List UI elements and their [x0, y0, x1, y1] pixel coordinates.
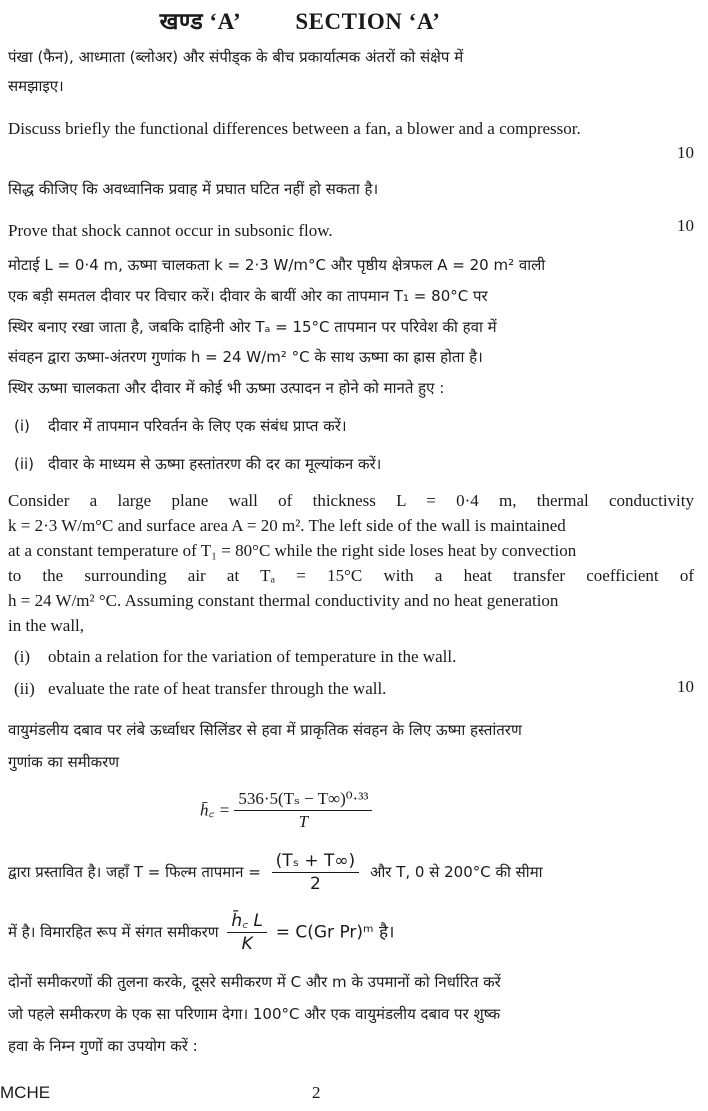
q3-english-line1: Consider a large plane wall of thickness L = 0·4 m, thermal conductivity [8, 491, 694, 510]
q4-line3-tail: और T, 0 से 200°C की सीमा [369, 863, 543, 881]
fraction-numerator: h̄꜀ L [227, 910, 267, 933]
q4-line4-tail: = C(Gr Pr)ᵐ है। [275, 922, 395, 943]
q1-hindi-line2: समझाइए। [8, 77, 64, 95]
page-number: 2 [312, 1083, 321, 1102]
equation-denominator: T [298, 812, 309, 831]
equation-heat-transfer-coefficient [200, 788, 372, 833]
dimensionless-fraction [227, 910, 267, 955]
q3-hindi-line1: मोटाई L = 0·4 m, ऊष्मा चालकता k = 2·3 W/m°C और पृष्ठीय क्षेत्रफल A = 20 m² वाली [8, 256, 546, 274]
q2-hindi: सिद्ध कीजिए कि अवध्वानिक प्रवाह में प्रघात घटित नहीं हो सकता है। [8, 180, 379, 198]
q3-english-line6: in the wall, [8, 616, 85, 635]
q4-hindi-line7: हवा के निम्न गुणों का उपयोग करें : [8, 1037, 198, 1055]
equation-numerator: 536·5(Tₛ − T∞)⁰·³³ [234, 788, 372, 811]
part-text: दीवार में तापमान परिवर्तन के लिए एक संबंध प्राप्त करें। [48, 417, 347, 435]
q4-hindi-line6: जो पहले समीकरण के एक सा परिणाम देगा। 100°C और एक वायुमंडलीय दबाव पर शुष्क [8, 1005, 501, 1023]
q4-hindi-line2: गुणांक का समीकरण [8, 753, 120, 771]
section-heading-english: SECTION ‘A’ [295, 9, 441, 34]
q2-marks: 10 [677, 216, 694, 235]
q4-line4-text: में है। विमारहित रूप में संगत समीकरण [8, 923, 219, 941]
part-number: (i) [14, 647, 31, 666]
q3-hindi-part-ii [14, 450, 694, 479]
paper-code: MCHE [0, 1083, 51, 1102]
equation-fraction [234, 788, 372, 833]
section-heading [0, 4, 600, 36]
q1-marks: 10 [677, 143, 694, 162]
q4-line4 [8, 910, 694, 955]
part-number: (i) [14, 417, 30, 435]
q4-hindi-line5: दोनों समीकरणों की तुलना करके, दूसरे समीकरण में C और m के उपमानों को निर्धारित करें [8, 973, 501, 991]
q4-line3-text: द्वारा प्रस्तावित है। जहाँ T = फिल्म तापमान = [8, 863, 261, 881]
q3-hindi-part-i [14, 412, 694, 441]
q2-english: Prove that shock cannot occur in subsonic flow. [8, 221, 333, 240]
part-number: (ii) [14, 455, 35, 473]
q3-hindi-line3: स्थिर बनाए रखा जाता है, जबकि दाहिनी ओर Tₐ = 15°C तापमान पर परिवेश की हवा में [8, 318, 497, 336]
q3-hindi-line4: संवहन द्वारा ऊष्मा-अंतरण गुणांक h = 24 W/m² °C के साथ ऊष्मा का ह्रास होता है। [8, 348, 483, 366]
part-text: evaluate the rate of heat transfer through the wall. [48, 679, 387, 698]
fraction-denominator: 2 [309, 874, 321, 894]
section-heading-hindi: खण्ड ‘A’ [159, 9, 242, 34]
q3-english-line2: k = 2·3 W/m°C and surface area A = 20 m². The left side of the wall is maintained [8, 516, 566, 535]
part-text: obtain a relation for the variation of temperature in the wall. [48, 647, 457, 666]
q1-hindi-line1: पंखा (फैन), आध्माता (ब्लोअर) और संपीड्क के बीच प्रकार्यात्मक अंतरों को संक्षेप में [8, 48, 464, 66]
film-temperature-fraction [272, 850, 360, 895]
fraction-denominator: K [241, 934, 253, 954]
q3-hindi-line5: स्थिर ऊष्मा चालकता और दीवार में कोई भी ऊष्मा उत्पादन न होने को मानते हुए : [8, 379, 445, 397]
part-text: दीवार के माध्यम से ऊष्मा हस्तांतरण की दर का मूल्यांकन करें। [48, 455, 382, 473]
q3-english-line4: to the surrounding air at Tₐ = 15°C with a heat transfer coefficient of [8, 566, 694, 585]
q3-english-line3: at a constant temperature of T₁ = 80°C while the right side loses heat by convection [8, 541, 577, 560]
q3-english-part-ii [14, 677, 694, 701]
q3-english-line5: h = 24 W/m² °C. Assuming constant thermal conductivity and no heat generation [8, 591, 559, 610]
q4-line3 [8, 850, 694, 895]
q3-english-part-i [14, 645, 694, 669]
fraction-numerator: (Tₛ + T∞) [272, 850, 360, 873]
q3-marks: 10 [677, 677, 694, 696]
equation-lhs: h̄꜀ = [200, 800, 231, 820]
part-number: (ii) [14, 679, 35, 698]
q1-english: Discuss briefly the functional differences between a fan, a blower and a compressor. [8, 119, 581, 138]
q3-hindi-line2: एक बड़ी समतल दीवार पर विचार करें। दीवार के बायीं ओर का तापमान T₁ = 80°C पर [8, 287, 488, 305]
q4-hindi-line1: वायुमंडलीय दबाव पर लंबे ऊर्ध्वाधर सिलिंडर से हवा में प्राकृतिक संवहन के लिए ऊष्मा हस्तांतरण [8, 721, 522, 739]
